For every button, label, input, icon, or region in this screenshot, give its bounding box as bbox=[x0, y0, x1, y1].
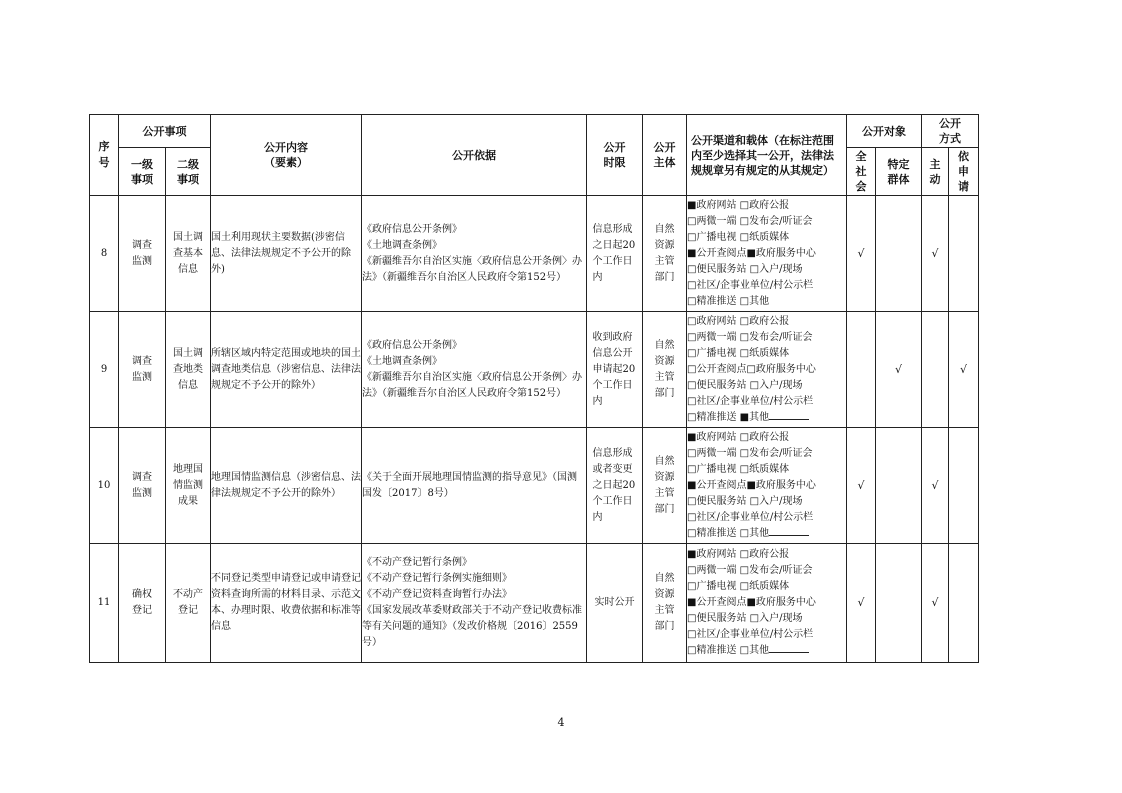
row-content: 地理国情监测信息（涉密信息、法律法规规定不予公开的除外） bbox=[211, 428, 362, 544]
table-row bbox=[90, 544, 979, 663]
row-seq: 9 bbox=[90, 312, 119, 428]
row-content: 国土利用现状主要数据(涉密信息、法律法规规定不予公开的除外) bbox=[211, 196, 362, 312]
header-matter: 公开事项 bbox=[119, 115, 211, 148]
row-seq: 8 bbox=[90, 196, 119, 312]
disclosure-table bbox=[89, 114, 979, 663]
row-seq: 11 bbox=[90, 544, 119, 663]
row-on-request-check: √ bbox=[949, 312, 979, 428]
header-basis: 公开依据 bbox=[362, 115, 587, 196]
row-active-check: √ bbox=[922, 544, 949, 663]
row-level1: 调查监测 bbox=[119, 312, 166, 428]
row-subject: 自然资源主管部门 bbox=[643, 544, 687, 663]
row-subject: 自然资源主管部门 bbox=[643, 428, 687, 544]
row-specific-group-check bbox=[876, 428, 922, 544]
header-time-limit: 公开时限 bbox=[587, 115, 643, 196]
row-on-request-check bbox=[949, 428, 979, 544]
row-on-request-check bbox=[949, 544, 979, 663]
row-subject: 自然资源主管部门 bbox=[643, 196, 687, 312]
table-row bbox=[90, 196, 979, 312]
row-active-check: √ bbox=[922, 428, 949, 544]
row-time-limit: 信息形成或者变更之日起20个工作日内 bbox=[587, 428, 643, 544]
row-basis: 《关于全面开展地理国情监测的指导意见》（国测国发〔2017〕8号） bbox=[362, 428, 587, 544]
row-content: 所辖区域内特定范围或地块的国土调查地类信息（涉密信息、法律法规规定不予公开的除外） bbox=[211, 312, 362, 428]
header-mode: 公开方式 bbox=[922, 115, 979, 148]
table-row bbox=[90, 312, 979, 428]
page-number: 4 bbox=[557, 716, 565, 729]
row-all-society-check bbox=[847, 312, 876, 428]
header-all-society: 全社会 bbox=[847, 148, 876, 196]
row-channels: ■政府网站 □政府公报 □两微一端 □发布会/听证会 □广播电视 □纸质媒体 ■公开查阅点■政府服务中心 □便民服务站 □入户/现场 □社区/企事业单位/村公示栏 □精准推送 □其他 bbox=[687, 196, 847, 312]
row-basis: 《不动产登记暂行条例》 《不动产登记暂行条例实施细则》 《不动产登记资料查询暂行办法》 《国家发展改革委财政部关于不动产登记收费标准等有关问题的通知》（发改价格规〔2016〕2559号） bbox=[362, 544, 587, 663]
row-level1: 确权登记 bbox=[119, 544, 166, 663]
row-channels: □政府网站 □政府公报 □两微一端 □发布会/听证会 □广播电视 □纸质媒体 □公开查阅点□政府服务中心 □便民服务站 □入户/现场 □社区/企事业单位/村公示栏 □精准推送 ■其他 bbox=[687, 312, 847, 428]
row-all-society-check: √ bbox=[847, 428, 876, 544]
row-level2: 地理国情监测成果 bbox=[166, 428, 211, 544]
row-subject: 自然资源主管部门 bbox=[643, 312, 687, 428]
row-time-limit: 实时公开 bbox=[587, 544, 643, 663]
row-specific-group-check: √ bbox=[876, 312, 922, 428]
fill-in-blank bbox=[769, 410, 809, 420]
header-active: 主动 bbox=[922, 148, 949, 196]
row-seq: 10 bbox=[90, 428, 119, 544]
row-level1: 调查监测 bbox=[119, 428, 166, 544]
row-level2: 国土调查基本信息 bbox=[166, 196, 211, 312]
row-level1: 调查监测 bbox=[119, 196, 166, 312]
header-content: 公开内容 （要素） bbox=[211, 115, 362, 196]
row-basis: 《政府信息公开条例》 《土地调查条例》 《新疆维吾尔自治区实施〈政府信息公开条例〉办法》（新疆维吾尔自治区人民政府令第152号） bbox=[362, 196, 587, 312]
row-channels: ■政府网站 □政府公报 □两微一端 □发布会/听证会 □广播电视 □纸质媒体 ■公开查阅点■政府服务中心 □便民服务站 □入户/现场 □社区/企事业单位/村公示栏 □精准推送 □其他 bbox=[687, 428, 847, 544]
row-time-limit: 信息形成之日起20个工作日内 bbox=[587, 196, 643, 312]
header-specific-group: 特定群体 bbox=[876, 148, 922, 196]
row-level2: 不动产登记 bbox=[166, 544, 211, 663]
header-seq: 序号 bbox=[90, 115, 119, 196]
fill-in-blank bbox=[769, 643, 809, 653]
row-time-limit: 收到政府信息公开申请起20个工作日内 bbox=[587, 312, 643, 428]
row-specific-group-check bbox=[876, 196, 922, 312]
header-audience: 公开对象 bbox=[847, 115, 922, 148]
header-channel: 公开渠道和载体（在标注范围内至少选择其一公开，法律法规规章另有规定的从其规定） bbox=[687, 115, 847, 196]
row-basis: 《政府信息公开条例》 《土地调查条例》 《新疆维吾尔自治区实施〈政府信息公开条例〉办法》（新疆维吾尔自治区人民政府令第152号） bbox=[362, 312, 587, 428]
row-active-check bbox=[922, 312, 949, 428]
row-active-check: √ bbox=[922, 196, 949, 312]
row-on-request-check bbox=[949, 196, 979, 312]
header-level1: 一级事项 bbox=[119, 148, 166, 196]
header-subject: 公开主体 bbox=[643, 115, 687, 196]
row-specific-group-check bbox=[876, 544, 922, 663]
row-all-society-check: √ bbox=[847, 544, 876, 663]
fill-in-blank bbox=[769, 526, 809, 536]
header-row-1 bbox=[90, 115, 979, 148]
row-channels: ■政府网站 □政府公报 □两微一端 □发布会/听证会 □广播电视 □纸质媒体 ■公开查阅点■政府服务中心 □便民服务站 □入户/现场 □社区/企事业单位/村公示栏 □精准推送 □其他 bbox=[687, 544, 847, 663]
row-content: 不同登记类型申请登记或申请登记资料查询所需的材料目录、示范文本、办理时限、收费依据和标准等信息 bbox=[211, 544, 362, 663]
header-on-request: 依申请 bbox=[949, 148, 979, 196]
row-level2: 国土调查地类信息 bbox=[166, 312, 211, 428]
table-row bbox=[90, 428, 979, 544]
header-level2: 二级事项 bbox=[166, 148, 211, 196]
row-all-society-check: √ bbox=[847, 196, 876, 312]
